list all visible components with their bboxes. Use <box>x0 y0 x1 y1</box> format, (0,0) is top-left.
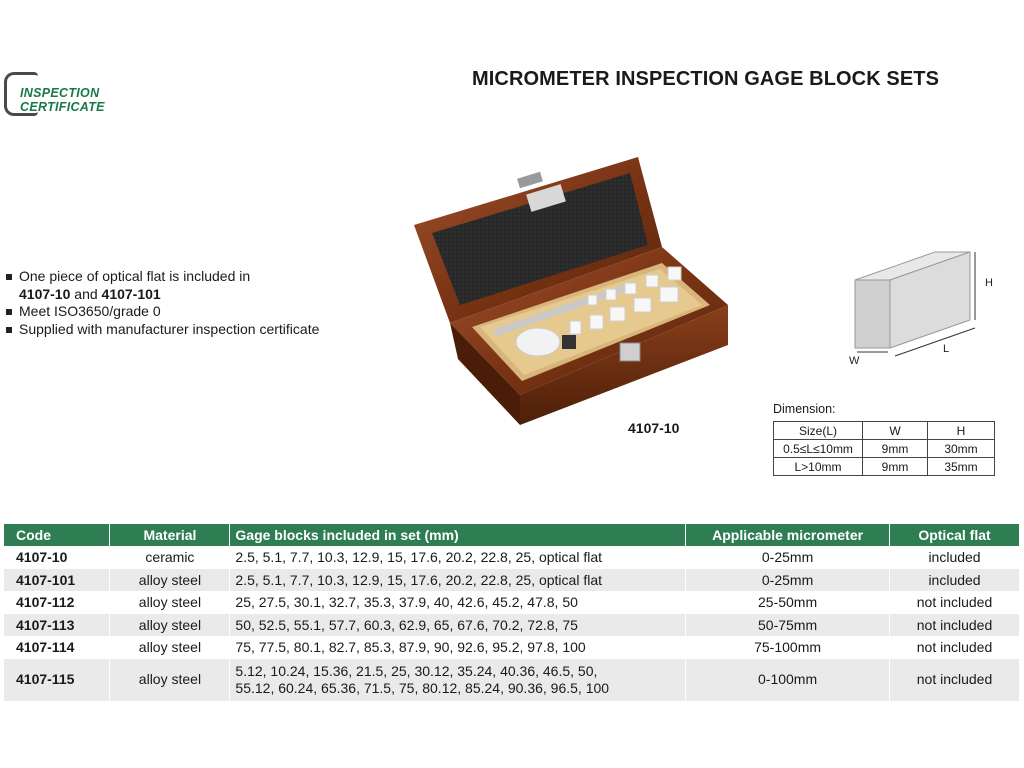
table-header-row <box>4 524 1020 546</box>
feature-item-certificate <box>6 321 319 339</box>
cell-material: ceramic <box>110 546 230 569</box>
table-row <box>4 546 1020 569</box>
dim-header-w: W <box>863 422 928 440</box>
inspection-certificate-logo <box>4 72 144 118</box>
dim-cell: 9mm <box>863 440 928 458</box>
cell-micrometer: 50-75mm <box>686 614 890 637</box>
sets-line-1: 5.12, 10.24, 15.36, 21.5, 25, 30.12, 35.24, 40.36, 46.5, 50, <box>235 662 598 679</box>
cell-material: alloy steel <box>110 569 230 592</box>
cell-code: 4107-112 <box>4 591 110 614</box>
cell-optical-flat: not included <box>890 591 1020 614</box>
cell-sets <box>230 659 686 701</box>
feature-list <box>6 268 319 338</box>
dim-cell: 9mm <box>863 458 928 476</box>
dimension-table <box>773 421 995 476</box>
feature-item-iso <box>6 303 319 321</box>
feature-text: Meet ISO3650/grade 0 <box>19 303 161 319</box>
table-row <box>4 569 1020 592</box>
cell-micrometer: 0-100mm <box>686 659 890 701</box>
dim-cell: L>10mm <box>774 458 863 476</box>
code-4107-10: 4107-10 <box>19 285 71 302</box>
feature-text: One piece of optical flat is included in <box>19 268 251 284</box>
page-title: MICROMETER INSPECTION GAGE BLOCK SETS <box>472 68 940 90</box>
l-label: L <box>943 343 950 355</box>
header-sets: Gage blocks included in set (mm) <box>230 524 686 546</box>
table-row <box>4 591 1020 614</box>
cell-sets: 2.5, 5.1, 7.7, 10.3, 12.9, 15, 17.6, 20.2, 22.8, 25, optical flat <box>230 546 686 569</box>
dim-cell: 0.5≤L≤10mm <box>774 440 863 458</box>
cell-material: alloy steel <box>110 659 230 701</box>
cell-code: 4107-115 <box>4 659 110 701</box>
cell-sets: 2.5, 5.1, 7.7, 10.3, 12.9, 15, 17.6, 20.2, 22.8, 25, optical flat <box>230 569 686 592</box>
cell-code: 4107-114 <box>4 636 110 659</box>
cell-sets: 50, 52.5, 55.1, 57.7, 60.3, 62.9, 65, 67.6, 70.2, 72.8, 75 <box>230 614 686 637</box>
cell-material: alloy steel <box>110 591 230 614</box>
gage-block-sets-table <box>4 524 1020 701</box>
w-label: W <box>849 355 860 365</box>
table-row <box>4 636 1020 659</box>
dimension-row <box>774 440 995 458</box>
dimension-header-row <box>774 422 995 440</box>
photo-caption: 4107-10 <box>628 420 680 436</box>
cell-micrometer: 0-25mm <box>686 569 890 592</box>
logo-line-1: INSPECTION <box>20 86 100 100</box>
table-row <box>4 659 1020 701</box>
dimension-title: Dimension: <box>773 402 836 416</box>
cell-sets: 25, 27.5, 30.1, 32.7, 35.3, 37.9, 40, 42.6, 45.2, 47.8, 50 <box>230 591 686 614</box>
header-material: Material <box>110 524 230 546</box>
cell-optical-flat: not included <box>890 614 1020 637</box>
gage-block-set-case-image <box>410 155 740 430</box>
and-text: and <box>70 285 102 302</box>
cell-code: 4107-113 <box>4 614 110 637</box>
dim-header-h: H <box>928 422 995 440</box>
feature-item-optical-flat <box>6 268 319 286</box>
cell-code: 4107-10 <box>4 546 110 569</box>
cell-micrometer: 0-25mm <box>686 546 890 569</box>
cell-optical-flat: included <box>890 546 1020 569</box>
table-row <box>4 614 1020 637</box>
header-micrometer: Applicable micrometer <box>686 524 890 546</box>
dimension-row <box>774 458 995 476</box>
cell-material: alloy steel <box>110 614 230 637</box>
cell-optical-flat: not included <box>890 659 1020 701</box>
cell-optical-flat: not included <box>890 636 1020 659</box>
dim-cell: 35mm <box>928 458 995 476</box>
cell-optical-flat: included <box>890 569 1020 592</box>
sets-line-2: 55.12, 60.24, 65.36, 71.5, 75, 80.12, 85.24, 90.36, 96.5, 100 <box>235 679 610 696</box>
dim-cell: 30mm <box>928 440 995 458</box>
feature-text: Supplied with manufacturer inspection certificate <box>19 320 320 337</box>
gage-block-dimension-diagram <box>835 240 1015 365</box>
feature-item-codes <box>6 286 319 304</box>
code-4107-101: 4107-101 <box>101 285 161 302</box>
cell-material: alloy steel <box>110 636 230 659</box>
cell-micrometer: 75-100mm <box>686 636 890 659</box>
header-optical-flat: Optical flat <box>890 524 1020 546</box>
logo-line-2: CERTIFICATE <box>20 100 105 114</box>
cell-sets: 75, 77.5, 80.1, 82.7, 85.3, 87.9, 90, 92.6, 95.2, 97.8, 100 <box>230 636 686 659</box>
dim-header-size: Size(L) <box>774 422 863 440</box>
h-label: H <box>985 277 993 289</box>
header-code: Code <box>4 524 110 546</box>
cell-code: 4107-101 <box>4 569 110 592</box>
cell-micrometer: 25-50mm <box>686 591 890 614</box>
